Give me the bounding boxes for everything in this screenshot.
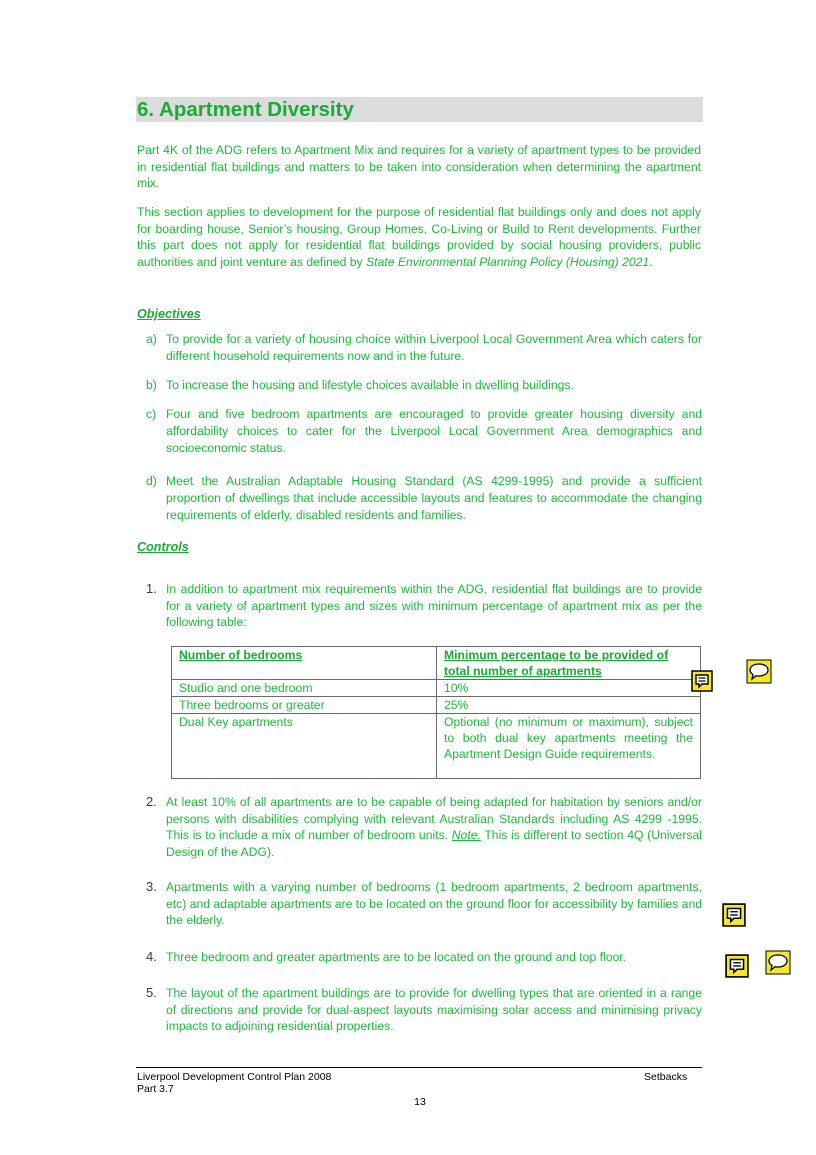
control-number: 3. <box>146 879 157 894</box>
intro-paragraph-2-end: . <box>649 254 653 269</box>
control-text: Apartments with a varying number of bedrooms (1 bedroom apartments, 2 bedroom apartments, etc) and adaptable apartments are to be located on the ground floor for accessibility by families and the elderly. <box>166 880 702 928</box>
objective-text: Four and five bedroom apartments are encouraged to provide greater housing diversity and affordability choices to cater for the Liverpool Local Government Area demographics and socioeconomic status. <box>166 407 702 455</box>
objective-text: To provide for a variety of housing choice within Liverpool Local Government Area which caters for different household requirements now and in the future. <box>166 332 702 363</box>
control-number: 1. <box>146 581 157 596</box>
objective-letter: b) <box>146 378 157 392</box>
table-cell: Dual Key apartments <box>172 714 437 779</box>
control-number: 2. <box>146 794 157 809</box>
note-comment-icon[interactable] <box>691 670 713 692</box>
apartment-mix-table <box>171 646 701 779</box>
objective-letter: d) <box>146 474 157 488</box>
control-item <box>146 794 702 860</box>
objective-item <box>146 377 702 394</box>
page-number: 13 <box>414 1096 426 1108</box>
table-cell: 25% <box>437 697 701 714</box>
intro-paragraph-2 <box>137 204 701 270</box>
note-comment-icon[interactable] <box>722 903 746 927</box>
note-comment-icon[interactable] <box>725 954 749 978</box>
objective-text: To increase the housing and lifestyle choices available in dwelling buildings. <box>166 378 574 392</box>
control-text-part: At least 10% of all apartments are to be capable of being adapted for habitation by seniors and/or persons with disabilities complying with relevant Australian Standards including AS 4299 -1995. This is to include a mix of number of bedroom units. <box>166 795 702 843</box>
table-cell: Optional (no minimum or maximum), subject to both dual key apartments meeting the Apartment Design Guide requirements. <box>437 714 701 779</box>
footer-section-name: Setbacks <box>644 1071 688 1083</box>
table-cell: Three bedrooms or greater <box>172 697 437 714</box>
footer-part: Part 3.7 <box>137 1083 174 1095</box>
objective-letter: c) <box>146 407 157 421</box>
table-row <box>172 680 701 697</box>
control-text-part: This is different to section 4Q (Universal Design of the ADG). <box>166 828 702 859</box>
footer-divider <box>136 1067 702 1068</box>
note-link[interactable]: Note. <box>451 828 481 843</box>
table-header-cell: Number of bedrooms <box>172 647 437 680</box>
speech-bubble-icon[interactable] <box>746 659 772 684</box>
footer-doc-title: Liverpool Development Control Plan 2008 <box>137 1071 332 1083</box>
objectives-heading: Objectives <box>137 307 201 321</box>
objective-item <box>146 331 702 365</box>
footer-left <box>137 1071 331 1095</box>
objective-letter: a) <box>146 332 157 346</box>
control-item <box>146 581 702 631</box>
intro-paragraph-2-text: This section applies to development for the purpose of residential flat buildings only and does not apply for boarding house, Senior’s housing, Group Homes, Co-Living or Build to Rent developments. Further this part does not apply for residential flat buildings provided by social housing providers, public authorities and joint venture as defined by <box>137 205 701 269</box>
objective-text: Meet the Australian Adaptable Housing Standard (AS 4299-1995) and provide a sufficient proportion of dwellings that include accessible layouts and features to accommodate the changing requirements of elderly, disabled residents and families. <box>166 474 702 522</box>
control-item <box>146 879 702 929</box>
control-text: The layout of the apartment buildings are to provide for dwelling types that are oriented in a range of directions and provide for dual-aspect layouts maximising solar access and minimising privacy impacts to adjoining residential properties. <box>166 986 702 1034</box>
intro-paragraph-1: Part 4K of the ADG refers to Apartment Mix and requires for a variety of apartment types to be provided in residential flat buildings and matters to be taken into consideration when determining the apartment mix. <box>137 143 701 191</box>
table-row <box>172 697 701 714</box>
control-item <box>146 985 702 1035</box>
table-cell: Studio and one bedroom <box>172 680 437 697</box>
control-text: In addition to apartment mix requirements within the ADG, residential flat buildings are to provide for a variety of apartment types and sizes with minimum percentage of apartment mix as per the following table: <box>166 582 702 630</box>
control-number: 4. <box>146 949 157 964</box>
table-cell: 10% <box>437 680 701 697</box>
section-heading: 6. Apartment Diversity <box>136 97 703 122</box>
objective-item <box>146 406 702 456</box>
table-header-cell: Minimum percentage to be provided of total number of apartments <box>437 647 701 680</box>
table-header-row <box>172 647 701 680</box>
control-text: Three bedroom and greater apartments are to be located on the ground and top floor. <box>166 950 627 964</box>
intro-policy-name: State Environmental Planning Policy (Housing) 2021 <box>366 254 650 269</box>
controls-heading: Controls <box>137 540 189 554</box>
control-number: 5. <box>146 985 157 1000</box>
speech-bubble-icon[interactable] <box>765 950 791 975</box>
control-item <box>146 949 702 966</box>
table-row <box>172 714 701 779</box>
objective-item <box>146 473 702 523</box>
control-text <box>166 794 702 860</box>
